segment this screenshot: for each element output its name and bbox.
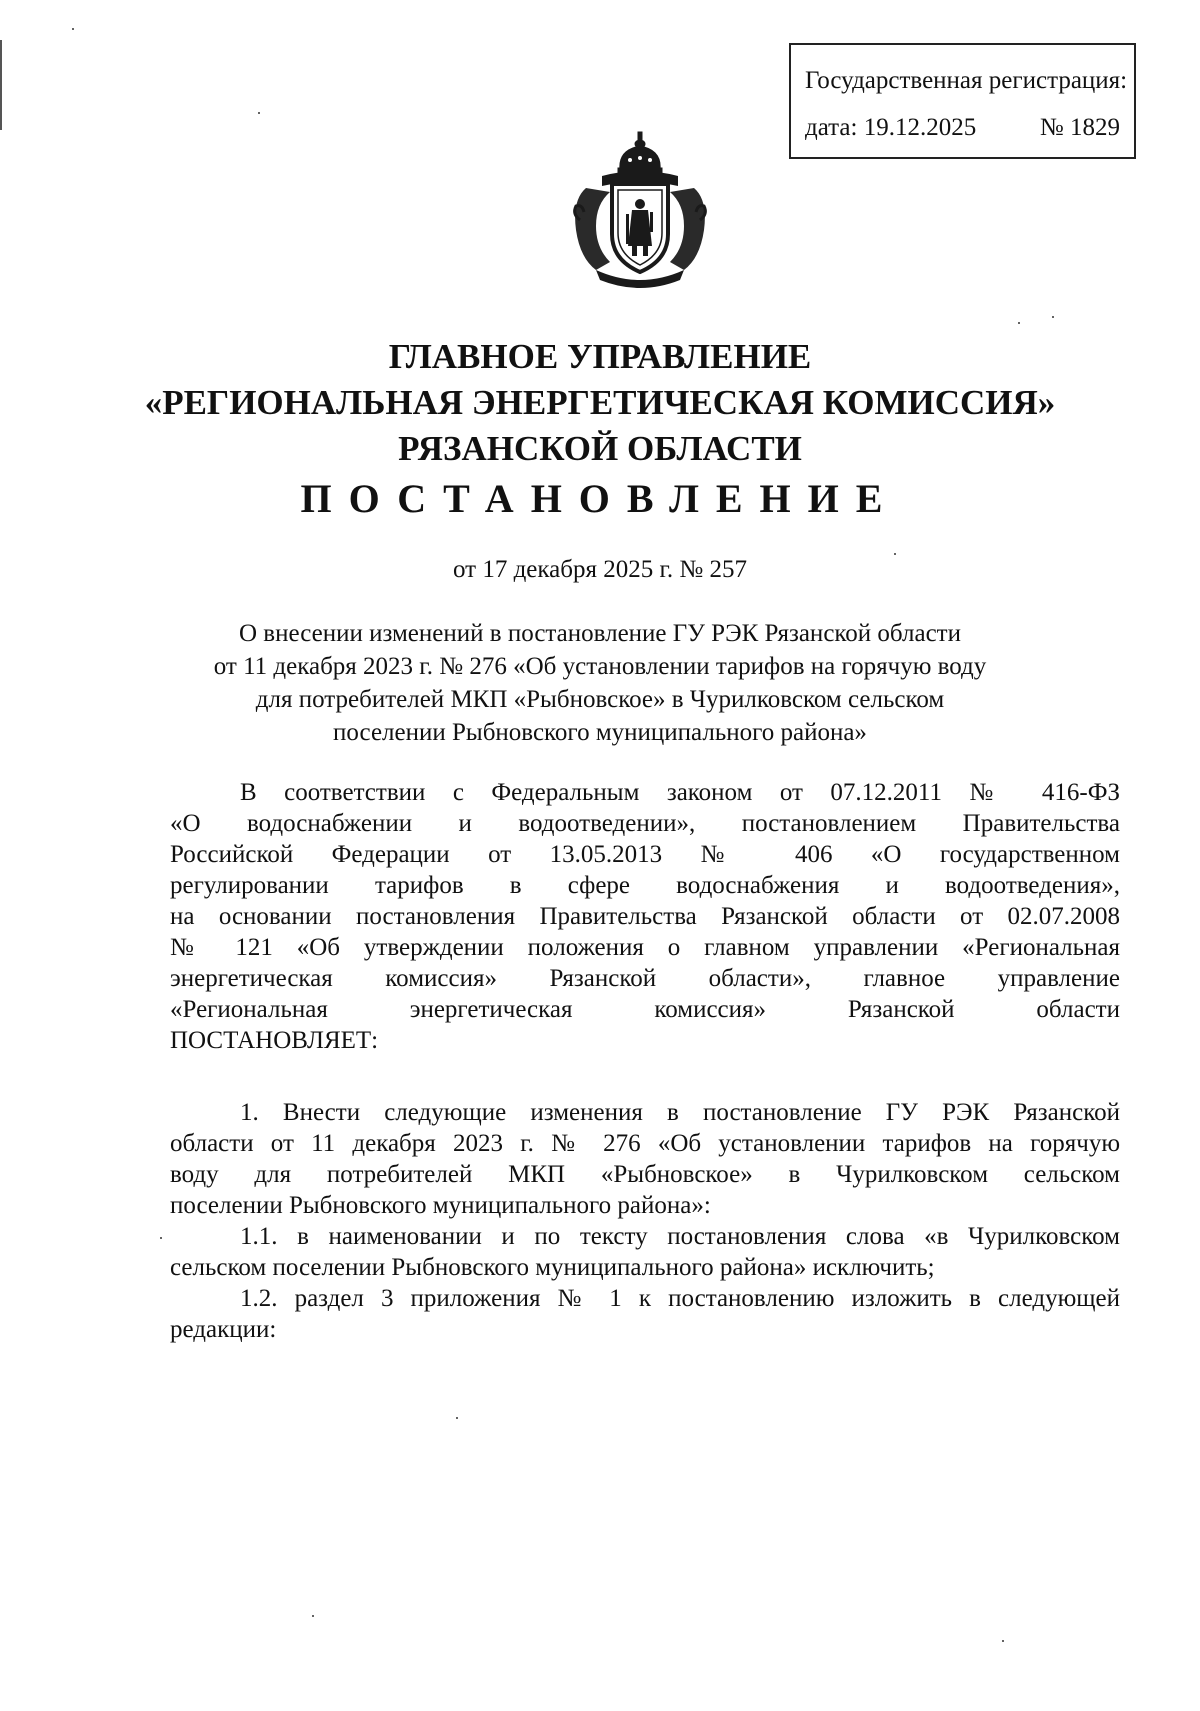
preamble-line: Российской Федерации от 13.05.2013 № 406 «О государственном [170, 841, 1120, 868]
preamble-line: № 121 «Об утверждении положения о главном управлении «Региональная [170, 934, 1120, 961]
item-line: 1.1. в наименовании и по тексту постановления слова «в Чурилковском [240, 1223, 1120, 1250]
subject-line: от 11 декабря 2023 г. № 276 «Об установлении тарифов на горячую воду [213, 653, 987, 680]
document-subject [0, 617, 1200, 749]
scan-speck [894, 553, 896, 555]
preamble-paragraph [170, 777, 1120, 1056]
item-line: воду для потребителей МКП «Рыбновское» в Чурилковском сельском [170, 1161, 1120, 1188]
scan-speck [1052, 316, 1054, 318]
scan-speck [1002, 1640, 1004, 1642]
item-line: 1. Внести следующие изменения в постановление ГУ РЭК Рязанской [240, 1099, 1120, 1126]
preamble-line: В соответствии с Федеральным законом от 07.12.2011 № 416-ФЗ [240, 779, 1120, 806]
subject-line: для потребителей МКП «Рыбновское» в Чурилковском сельском [255, 686, 945, 713]
subject-line: О внесении изменений в постановление ГУ РЭК Рязанской области [239, 620, 961, 647]
page-edge-mark [0, 40, 2, 130]
item-line: сельском поселении Рыбновского муниципального района» исключить; [170, 1254, 935, 1281]
item-line: поселении Рыбновского муниципального района»: [170, 1192, 711, 1219]
document-date-number: от 17 декабря 2025 г. № 257 [452, 556, 748, 583]
registration-stamp [789, 43, 1136, 159]
scan-speck [456, 1417, 458, 1419]
preamble-line: на основании постановления Правительства Рязанской области от 02.07.2008 [170, 903, 1120, 930]
scan-speck [160, 1237, 162, 1239]
subject-line: поселении Рыбновского муниципального района» [333, 719, 867, 746]
preamble-line: ПОСТАНОВЛЯЕТ: [170, 1027, 379, 1054]
preamble-line: регулировании тарифов в сфере водоснабжения и водоотведения», [170, 872, 1120, 899]
preamble-line: «Региональная энергетическая комиссия» Рязанской области [170, 996, 1120, 1023]
agency-name-line-3: РЯЗАНСКОЙ ОБЛАСТИ [398, 429, 802, 468]
scan-speck [72, 28, 74, 30]
registration-title: Государственная регистрация: [805, 67, 1128, 94]
scan-speck [258, 112, 260, 114]
agency-name-line-2: «РЕГИОНАЛЬНАЯ ЭНЕРГЕТИЧЕСКАЯ КОМИССИЯ» [144, 383, 1056, 422]
registration-number: № 1829 [1039, 114, 1120, 141]
coat-of-arms-icon [566, 130, 714, 290]
agency-name [0, 334, 1200, 472]
scan-speck [1018, 322, 1020, 324]
scan-speck [312, 1615, 314, 1617]
item-line: области от 11 декабря 2023 г. № 276 «Об установлении тарифов на горячую [170, 1130, 1120, 1157]
preamble-line: «О водоснабжении и водоотведении», постановлением Правительства [170, 810, 1120, 837]
document-type-title: ПОСТАНОВЛЕНИЕ [300, 476, 900, 521]
preamble-line: энергетическая комиссия» Рязанской области», главное управление [170, 965, 1120, 992]
item-line: редакции: [170, 1316, 277, 1343]
item-line: 1.2. раздел 3 приложения № 1 к постановлению изложить в следующей [240, 1285, 1120, 1312]
registration-date: дата: 19.12.2025 [805, 114, 977, 141]
agency-name-line-1: ГЛАВНОЕ УПРАВЛЕНИЕ [388, 337, 812, 376]
resolution-items [170, 1097, 1120, 1345]
